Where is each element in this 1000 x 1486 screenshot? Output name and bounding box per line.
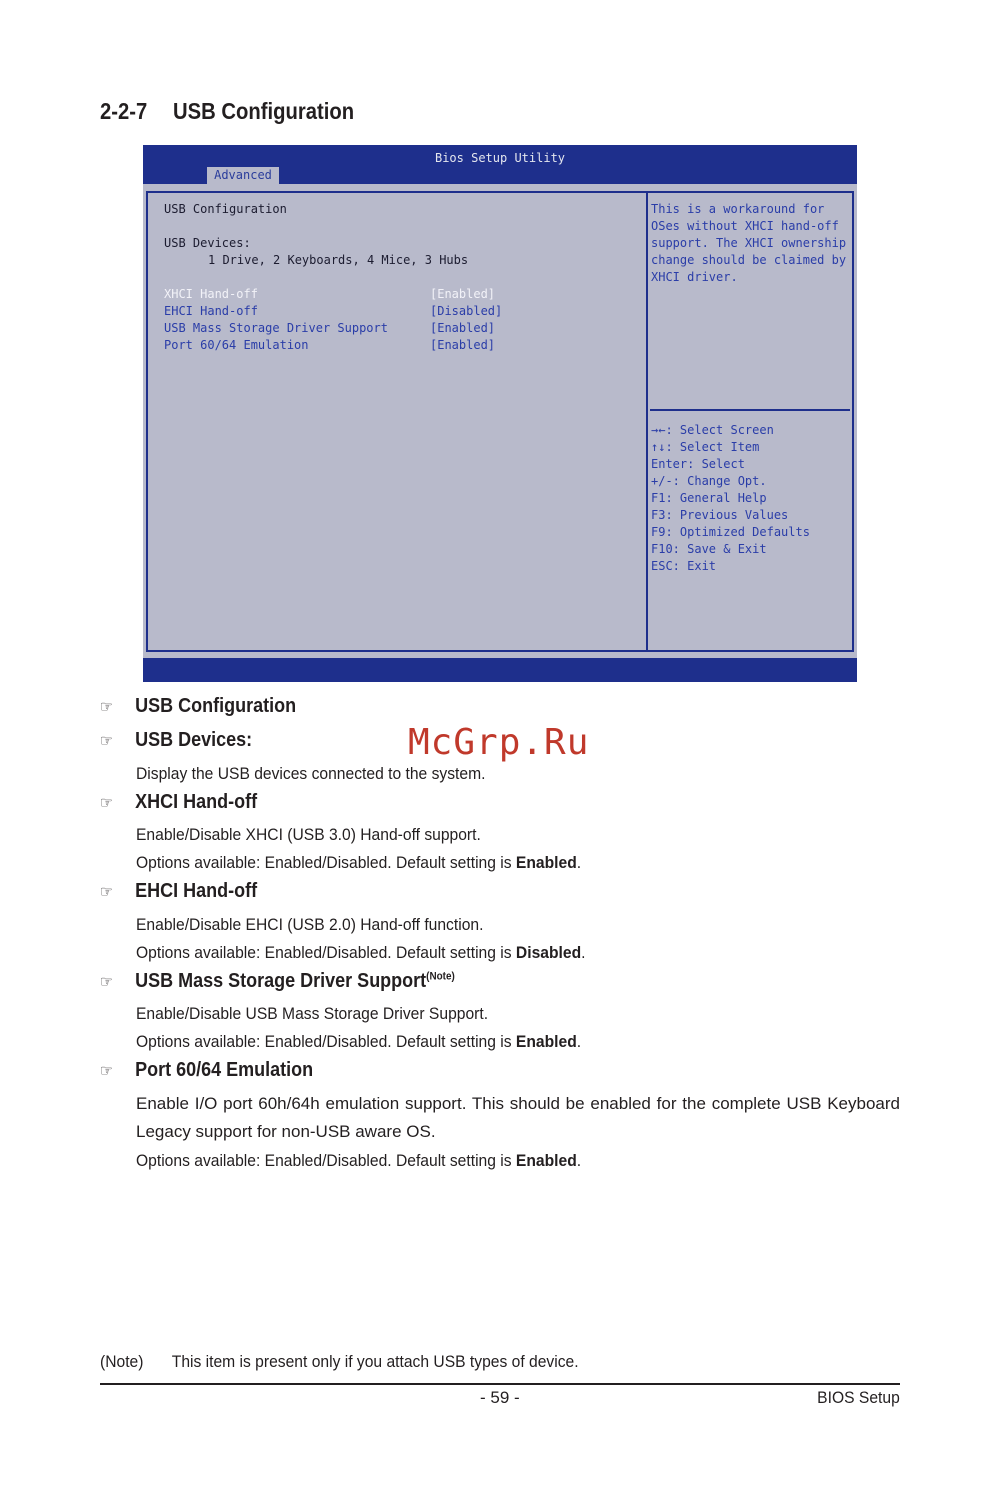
key-select-screen: →←: Select Screen xyxy=(651,423,774,437)
page-number: - 59 - xyxy=(480,1388,520,1407)
xhci-default: Enabled xyxy=(515,853,577,872)
port-6064-default: Enabled xyxy=(515,1151,577,1170)
ehci-options: Options available: Enabled/Disabled. Default setting is Disabled. xyxy=(136,943,586,962)
key-f3: F3: Previous Values xyxy=(651,508,789,522)
section-heading: USB Configuration xyxy=(173,98,355,124)
help-text: This is a workaround for OSes without XHCI hand-off support. The XHCI ownership change should be claimed by XHCI driver. xyxy=(651,202,847,284)
bios-main-panel xyxy=(146,191,648,652)
key-f1: F1: General Help xyxy=(651,491,767,505)
footer-rule xyxy=(100,1383,900,1385)
footnote xyxy=(100,1352,579,1372)
key-change-opt: +/-: Change Opt. xyxy=(651,474,767,488)
port-6064-options: Options available: Enabled/Disabled. Default setting is Enabled. xyxy=(136,1151,582,1170)
item-usb-devices: ☞ USB Devices: xyxy=(100,729,253,751)
xhci-handoff-value[interactable]: [Enabled] xyxy=(430,287,496,301)
ehci-desc: Enable/Disable EHCI (USB 2.0) Hand-off function. xyxy=(136,915,484,934)
bios-help-panel xyxy=(646,191,854,652)
ehci-handoff-value[interactable]: [Disabled] xyxy=(430,304,503,318)
xhci-options: Options available: Enabled/Disabled. Default setting is Enabled. xyxy=(136,853,582,872)
item-port-6064: ☞ Port 60/64 Emulation xyxy=(100,1059,314,1081)
help-divider xyxy=(650,409,850,411)
pointing-hand-icon: ☞ xyxy=(100,795,113,812)
mass-storage-default: Enabled xyxy=(515,1032,577,1051)
key-f10: F10: Save & Exit xyxy=(651,542,767,556)
pointing-hand-icon: ☞ xyxy=(100,733,113,750)
xhci-desc: Enable/Disable XHCI (USB 3.0) Hand-off support. xyxy=(136,825,481,844)
xhci-handoff-option[interactable]: XHCI Hand-off xyxy=(164,287,258,301)
key-enter: Enter: Select xyxy=(651,457,745,471)
footer-section: BIOS Setup xyxy=(817,1388,900,1407)
bios-title: Bios Setup Utility xyxy=(434,151,566,165)
port-6064-option[interactable]: Port 60/64 Emulation xyxy=(164,338,309,352)
usb-devices-desc: Display the USB devices connected to the system. xyxy=(136,764,486,783)
mass-storage-options: Options available: Enabled/Disabled. Default setting is Enabled. xyxy=(136,1032,582,1051)
bios-heading: USB Configuration xyxy=(164,202,287,216)
key-f9: F9: Optimized Defaults xyxy=(651,525,810,539)
bios-footer-bar xyxy=(143,658,857,682)
port-6064-desc: Enable I/O port 60h/64h emulation support. This should be enabled for the complete USB Keyboard Legacy support for non-USB aware OS. xyxy=(136,1094,900,1141)
pointing-hand-icon: ☞ xyxy=(100,1063,113,1080)
ehci-default: Disabled xyxy=(515,943,582,962)
note-marker: (Note) xyxy=(426,970,455,983)
footnote-tag: (Note) xyxy=(100,1352,144,1371)
port-6064-value[interactable]: [Enabled] xyxy=(430,338,496,352)
footnote-text: This item is present only if you attach USB types of device. xyxy=(171,1352,579,1371)
tab-advanced[interactable]: Advanced xyxy=(207,167,279,184)
key-legend xyxy=(651,422,810,575)
bios-screenshot xyxy=(143,145,857,682)
item-usb-configuration: ☞ USB Configuration xyxy=(100,695,297,717)
item-usb-mass-storage: ☞ USB Mass Storage Driver Support$^{(Note)}$ xyxy=(100,970,455,992)
bios-body xyxy=(143,184,857,658)
usb-devices-value: 1 Drive, 2 Keyboards, 4 Mice, 3 Hubs xyxy=(208,253,469,267)
usb-devices-label: USB Devices: xyxy=(164,236,251,250)
mass-storage-desc: Enable/Disable USB Mass Storage Driver Support. xyxy=(136,1004,489,1023)
usb-mass-storage-option[interactable]: USB Mass Storage Driver Support xyxy=(164,321,388,335)
item-xhci-handoff: ☞ XHCI Hand-off xyxy=(100,791,258,813)
item-ehci-handoff: ☞ EHCI Hand-off xyxy=(100,880,258,902)
key-select-item: ↑↓: Select Item xyxy=(651,440,760,454)
section-title xyxy=(100,98,354,125)
usb-mass-storage-value[interactable]: [Enabled] xyxy=(430,321,496,335)
ehci-handoff-option[interactable]: EHCI Hand-off xyxy=(164,304,258,318)
pointing-hand-icon: ☞ xyxy=(100,884,113,901)
key-esc: ESC: Exit xyxy=(651,559,717,573)
pointing-hand-icon: ☞ xyxy=(100,699,113,716)
pointing-hand-icon: ☞ xyxy=(100,974,113,991)
section-number: 2-2-7 xyxy=(100,98,148,124)
watermark: McGrp.Ru xyxy=(408,722,590,763)
